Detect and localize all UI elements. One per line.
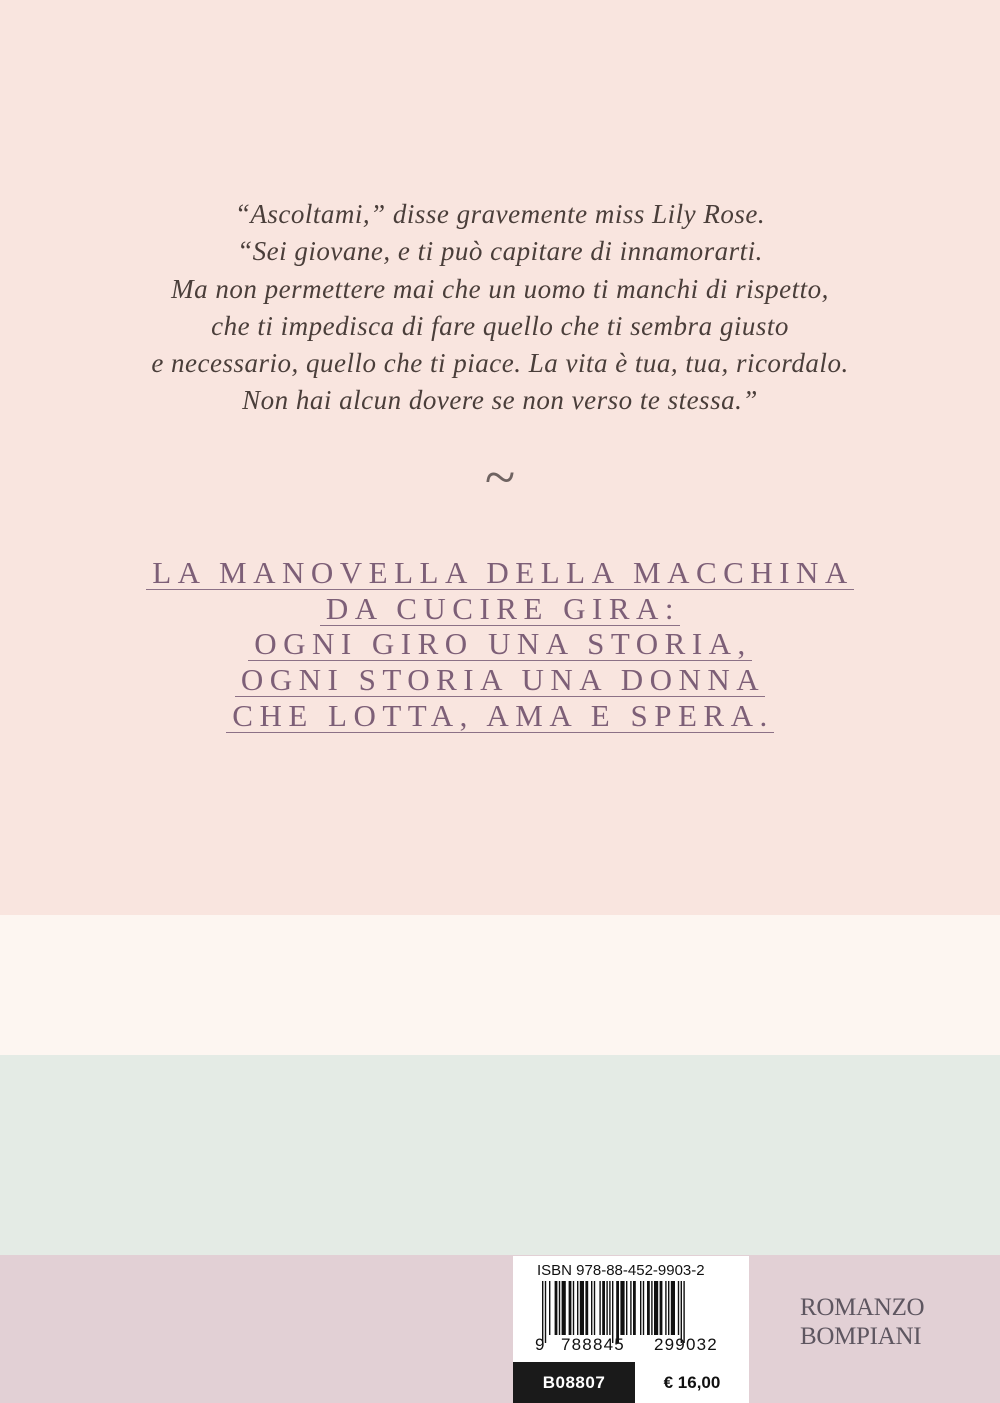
barcode-bar [559, 1281, 560, 1335]
quote-line: Ma non permettere mai che un uomo ti manchi di rispetto, [171, 273, 829, 304]
barcode-bar [612, 1281, 613, 1343]
barcode-bar [594, 1281, 595, 1335]
price-label: € 16,00 [635, 1362, 749, 1403]
barcode-bar [665, 1281, 666, 1335]
barcode-bar [602, 1281, 605, 1335]
tagline-line: DA CUCIRE GIRA: [320, 593, 680, 626]
barcode-bar [616, 1281, 619, 1343]
barcode-digit-first: 9 [535, 1335, 545, 1354]
quote-line: “Sei giovane, e ti può capitare di innamorarti. [237, 236, 763, 267]
barcode-bar [599, 1281, 600, 1335]
barcode-bar [678, 1281, 679, 1335]
barcode-bar [671, 1281, 675, 1335]
barcode-bar [668, 1281, 669, 1335]
publisher-imprint [800, 1293, 960, 1351]
barcode-bar [542, 1281, 543, 1343]
barcode-bar [683, 1281, 684, 1343]
back-cover-quote [60, 196, 940, 420]
barcode-bar [569, 1281, 572, 1335]
barcode-bar [654, 1281, 658, 1335]
barcode-bar [609, 1281, 610, 1335]
barcode-bar [681, 1281, 682, 1343]
barcode-bars [540, 1281, 732, 1343]
barcode-bar [562, 1281, 566, 1335]
quote-line: che ti impedisca di fare quello che ti sembra giusto [211, 310, 789, 341]
barcode-bar [640, 1281, 641, 1335]
barcode-bar [643, 1281, 644, 1335]
barcode-bar [651, 1281, 652, 1335]
tagline-line: CHE LOTTA, AMA E SPERA. [226, 700, 773, 733]
tilde-ornament: ~ [484, 447, 516, 509]
mint-background-band [0, 1055, 1000, 1255]
isbn-label: ISBN 978-88-452-9903-2 [537, 1262, 705, 1279]
barcode-bar [620, 1281, 624, 1335]
barcode-bar [606, 1281, 607, 1335]
barcode-bar [573, 1281, 574, 1335]
barcode-bar [630, 1281, 631, 1335]
barcode-panel [513, 1256, 749, 1362]
barcode-digits-left: 788845 [561, 1335, 625, 1354]
barcode-bar [580, 1281, 584, 1335]
barcode-bar [549, 1281, 550, 1335]
barcode-digits-right: 299032 [654, 1335, 718, 1354]
barcode-bar [591, 1281, 592, 1335]
tagline-line: OGNI STORIA UNA DONNA [235, 664, 765, 697]
barcode-bar [585, 1281, 588, 1335]
barcode-bar [647, 1281, 650, 1335]
barcode-bar [660, 1281, 663, 1335]
barcode-bar [577, 1281, 578, 1335]
imprint-line: BOMPIANI [800, 1323, 922, 1350]
quote-line: e necessario, quello che ti piace. La vita è tua, tua, ricordalo. [151, 348, 849, 379]
cream-background-band [0, 915, 1000, 1055]
imprint-line: ROMANZO [800, 1294, 925, 1321]
tagline-block [0, 557, 1000, 735]
barcode-bar [633, 1281, 636, 1335]
barcode-bar [545, 1281, 546, 1343]
product-code-label: B08807 [513, 1362, 635, 1403]
barcode-bar [626, 1281, 627, 1335]
quote-line: Non hai alcun dovere se non verso te stessa.” [242, 385, 758, 416]
tagline-line: LA MANOVELLA DELLA MACCHINA [146, 557, 854, 590]
barcode-bar [555, 1281, 558, 1335]
tagline-line: OGNI GIRO UNA STORIA, [248, 628, 752, 661]
quote-line: “Ascoltami,” disse gravemente miss Lily Rose. [234, 199, 766, 229]
